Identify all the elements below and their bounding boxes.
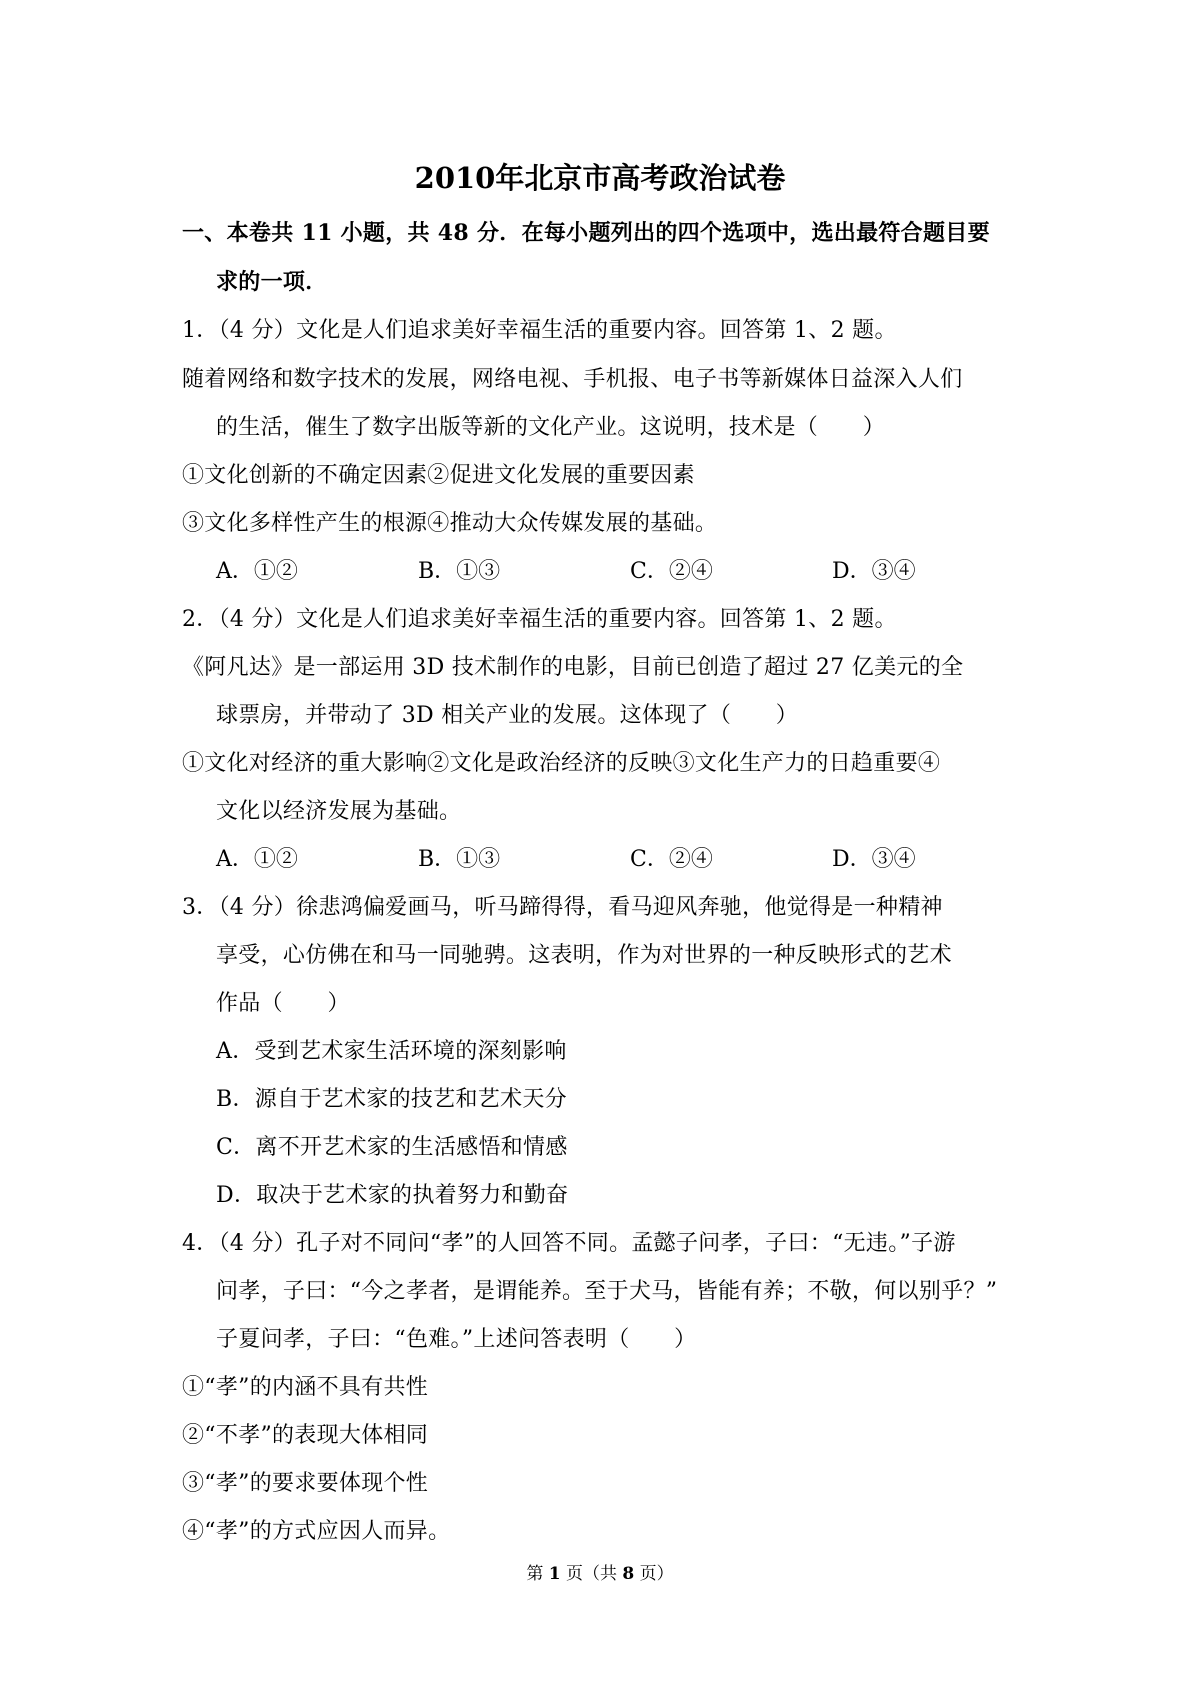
footer-middle: 页（共	[566, 1564, 617, 1584]
question-2-option-d: D．③④	[832, 847, 916, 872]
question-4-statement-4: ④“孝”的方式应因人而异。	[182, 1519, 451, 1544]
question-1-option-a: A．①②	[216, 559, 298, 584]
question-1-option-d: D．③④	[832, 559, 916, 584]
page-footer	[0, 1563, 1200, 1585]
question-1-option-b: B．①③	[418, 559, 501, 584]
question-3-option-d: D．取决于艺术家的执着努力和勤奋	[216, 1183, 569, 1208]
page-title: 2010年北京市高考政治试卷	[414, 161, 786, 195]
question-3-option-c: C．离不开艺术家的生活感悟和情感	[216, 1135, 568, 1160]
question-4-statement-1: ①“孝”的内涵不具有共性	[182, 1375, 429, 1400]
question-4-statement-3: ③“孝”的要求要体现个性	[182, 1471, 429, 1496]
question-4-stem-line3: 子夏问孝，子曰：“色难。”上述问答表明（ ）	[216, 1327, 697, 1352]
question-2-statements-line2: 文化以经济发展为基础。	[216, 799, 462, 824]
footer-prefix: 第	[526, 1564, 544, 1584]
question-3-stem-line1: 3．（4 分）徐悲鸿偏爱画马，听马蹄得得，看马迎风奔驰，他觉得是一种精神	[182, 895, 943, 920]
question-3-stem-line2: 享受，心仿佛在和马一同驰骋。这表明，作为对世界的一种反映形式的艺术	[216, 943, 952, 968]
footer-total-pages: 8	[622, 1564, 635, 1584]
question-2-option-a: A．①②	[216, 847, 298, 872]
question-2-option-b: B．①③	[418, 847, 501, 872]
section-instruction-line1: 一、本卷共 11 小题，共 48 分．在每小题列出的四个选项中，选出最符合题目要	[182, 220, 990, 246]
question-1-option-c: C．②④	[630, 559, 713, 584]
question-4-stem-line1: 4．（4 分）孔子对不同问“孝”的人回答不同。孟懿子问孝，子曰：“无违。”子游	[182, 1231, 956, 1256]
question-1-stem-line1: 随着网络和数字技术的发展，网络电视、手机报、电子书等新媒体日益深入人们	[182, 367, 963, 392]
question-2-option-c: C．②④	[630, 847, 713, 872]
section-instruction-line2: 求的一项．	[216, 269, 328, 295]
question-2-stem-line1: 《阿凡达》是一部运用 3D 技术制作的电影，目前已创造了超过 27 亿美元的全	[182, 655, 964, 680]
footer-suffix: 页）	[639, 1564, 674, 1584]
question-1-statements-line1: ①文化创新的不确定因素②促进文化发展的重要因素	[182, 463, 695, 488]
question-4-stem-line2: 问孝，子曰：“今之孝者，是谓能养。至于犬马，皆能有养；不敬，何以别乎？”	[216, 1279, 998, 1304]
question-2-header: 2．（4 分）文化是人们追求美好幸福生活的重要内容。回答第 1、2 题。	[182, 607, 897, 632]
question-4-statement-2: ②“不孝”的表现大体相同	[182, 1423, 429, 1448]
question-3-option-b: B．源自于艺术家的技艺和艺术天分	[216, 1087, 567, 1112]
footer-page-number: 1	[548, 1564, 561, 1584]
question-2-statements-line1: ①文化对经济的重大影响②文化是政治经济的反映③文化生产力的日趋重要④	[182, 751, 941, 776]
question-1-header: 1．（4 分）文化是人们追求美好幸福生活的重要内容。回答第 1、2 题。	[182, 318, 897, 343]
question-3-option-a: A．受到艺术家生活环境的深刻影响	[216, 1039, 567, 1064]
question-2-stem-line2: 球票房，并带动了 3D 相关产业的发展。这体现了（ ）	[216, 703, 799, 728]
question-1-stem-line2: 的生活，催生了数字出版等新的文化产业。这说明，技术是（ ）	[216, 415, 886, 440]
question-3-stem-line3: 作品（ ）	[216, 991, 350, 1016]
question-1-statements-line2: ③文化多样性产生的根源④推动大众传媒发展的基础。	[182, 511, 718, 536]
